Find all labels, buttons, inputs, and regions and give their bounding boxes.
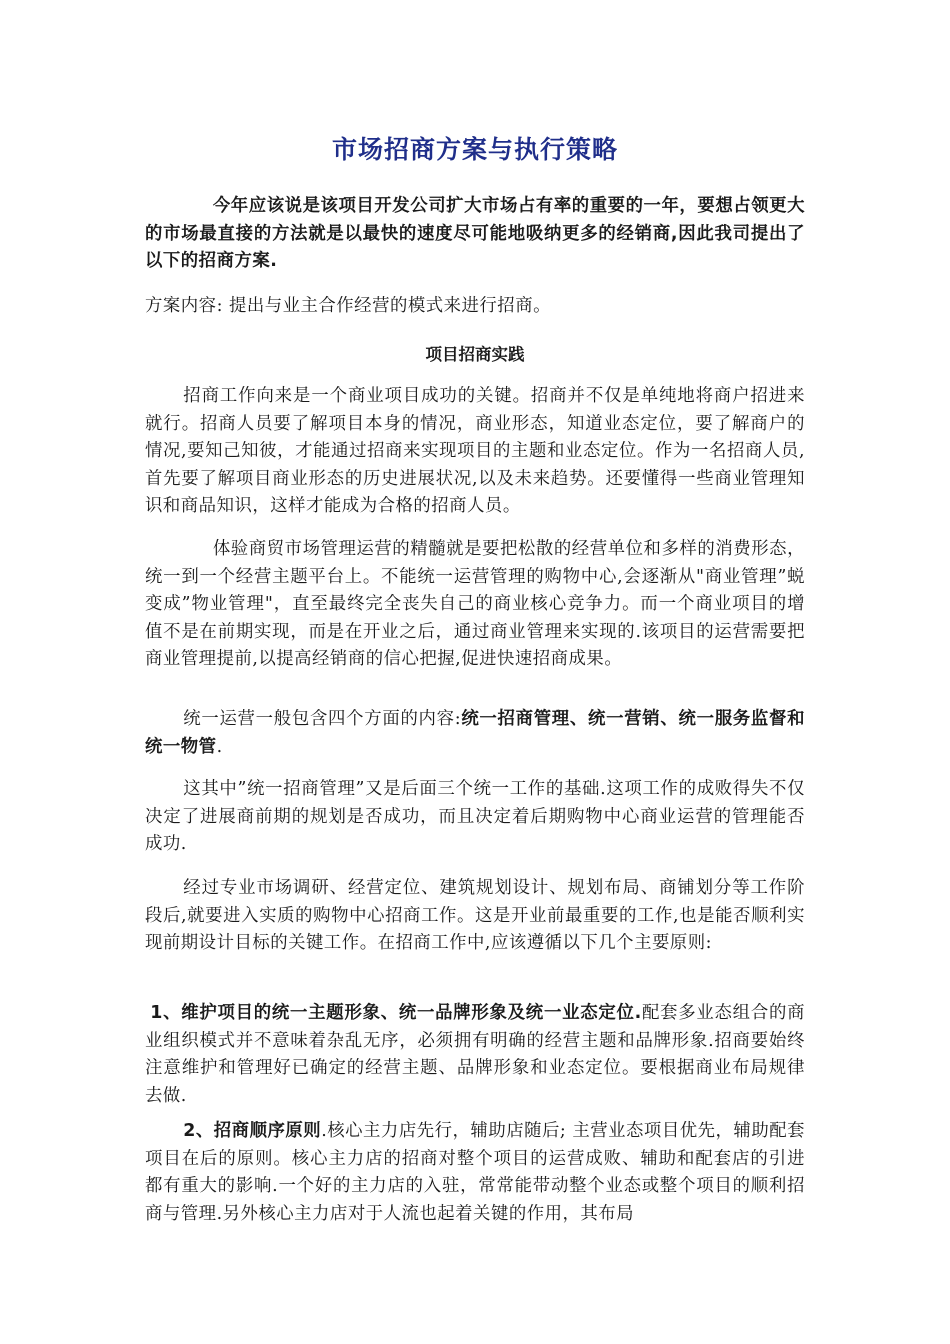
paragraph-unified-recruitment: 这其中”统一招商管理”又是后面三个统一工作的基础.这项工作的成败得失不仅决定了进展商前期的规划是否成功，而且决定着后期购物中心商业运营的管理能否成功. <box>145 779 805 855</box>
intro-paragraph: 今年应该说是该项目开发公司扩大市场占有率的重要的一年，要想占领更大的市场最直接的方法就是以最快的速度尽可能地吸纳更多的经销商,因此我司提出了以下的招商方案. <box>145 196 805 272</box>
unified-operation-end: . <box>216 736 223 757</box>
paragraph-unified-operation <box>145 706 805 761</box>
principle-1-heading: 1、维护项目的统一主题形象、统一品牌形象及统一业态定位. <box>150 1003 642 1023</box>
principle-2 <box>145 1118 805 1228</box>
principle-1 <box>145 1000 805 1110</box>
principle-1-text: 配套多业态组合的商业组织模式并不意味着杂乱无序，必须拥有明确的经营主题和品牌形象.招商要始终注意维护和管理好已确定的经营主题、品牌形象和业态定位。要根据商业布局规律去做. <box>145 1003 805 1106</box>
paragraph-principles-intro: 经过专业市场调研、经营定位、建筑规划设计、规划布局、商铺划分等工作阶段后,就要进入实质的购物中心招商工作。这是开业前最重要的工作,也是能否顺利实现前期设计目标的关键工作。在招商工作中,应该遵循以下几个主要原则: <box>145 878 805 954</box>
section-heading: 项目招商实践 <box>425 345 525 364</box>
unified-operation-intro: 统一运营一般包含四个方面的内容: <box>183 709 462 729</box>
unified-operation-items: 统一招商管理、统一营销、统一服务监督和统一物管 <box>145 709 805 757</box>
paragraph-operation-essence: 体验商贸市场管理运营的精髓就是要把松散的经营单位和多样的消费形态，统一到一个经营主题平台上。不能统一运营管理的购物中心,会逐渐从"商业管理”蜕变成”物业管理"，直至最终完全丧失自己的商业核心竞争力。而一个商业项目的增值不是在前期实现，而是在开业之后，通过商业管理来实现的.该项目的运营需要把商业管理提前,以提高经销商的信心把握,促进快速招商成果。 <box>145 539 805 670</box>
paragraph-recruitment-key: 招商工作向来是一个商业项目成功的关键。招商并不仅是单纯地将商户招进来就行。招商人员要了解项目本身的情况，商业形态，知道业态定位，要了解商户的情况,要知己知彼，才能通过招商来实现项目的主题和业态定位。作为一名招商人员,首先要了解项目商业形态的历史进展状况,以及未来趋势。还要懂得一些商业管理知识和商品知识，这样才能成为合格的招商人员。 <box>145 386 805 517</box>
principle-2-text: .核心主力店先行，辅助店随后; 主营业态项目优先，辅助配套项目在后的原则。核心主力店的招商对整个项目的运营成败、辅助和配套店的引进都有重大的影响.一个好的主力店的入驻，常常能带动整个业态或整个项目的顺利招商与管理.另外核心主力店对于人流也起着关键的作用，其布局 <box>145 1121 806 1224</box>
document-title: 市场招商方案与执行策略 <box>331 135 618 164</box>
principle-2-heading: 2、招商顺序原则 <box>183 1121 322 1141</box>
plan-content-paragraph: 方案内容: 提出与业主合作经营的模式来进行招商。 <box>145 296 551 316</box>
